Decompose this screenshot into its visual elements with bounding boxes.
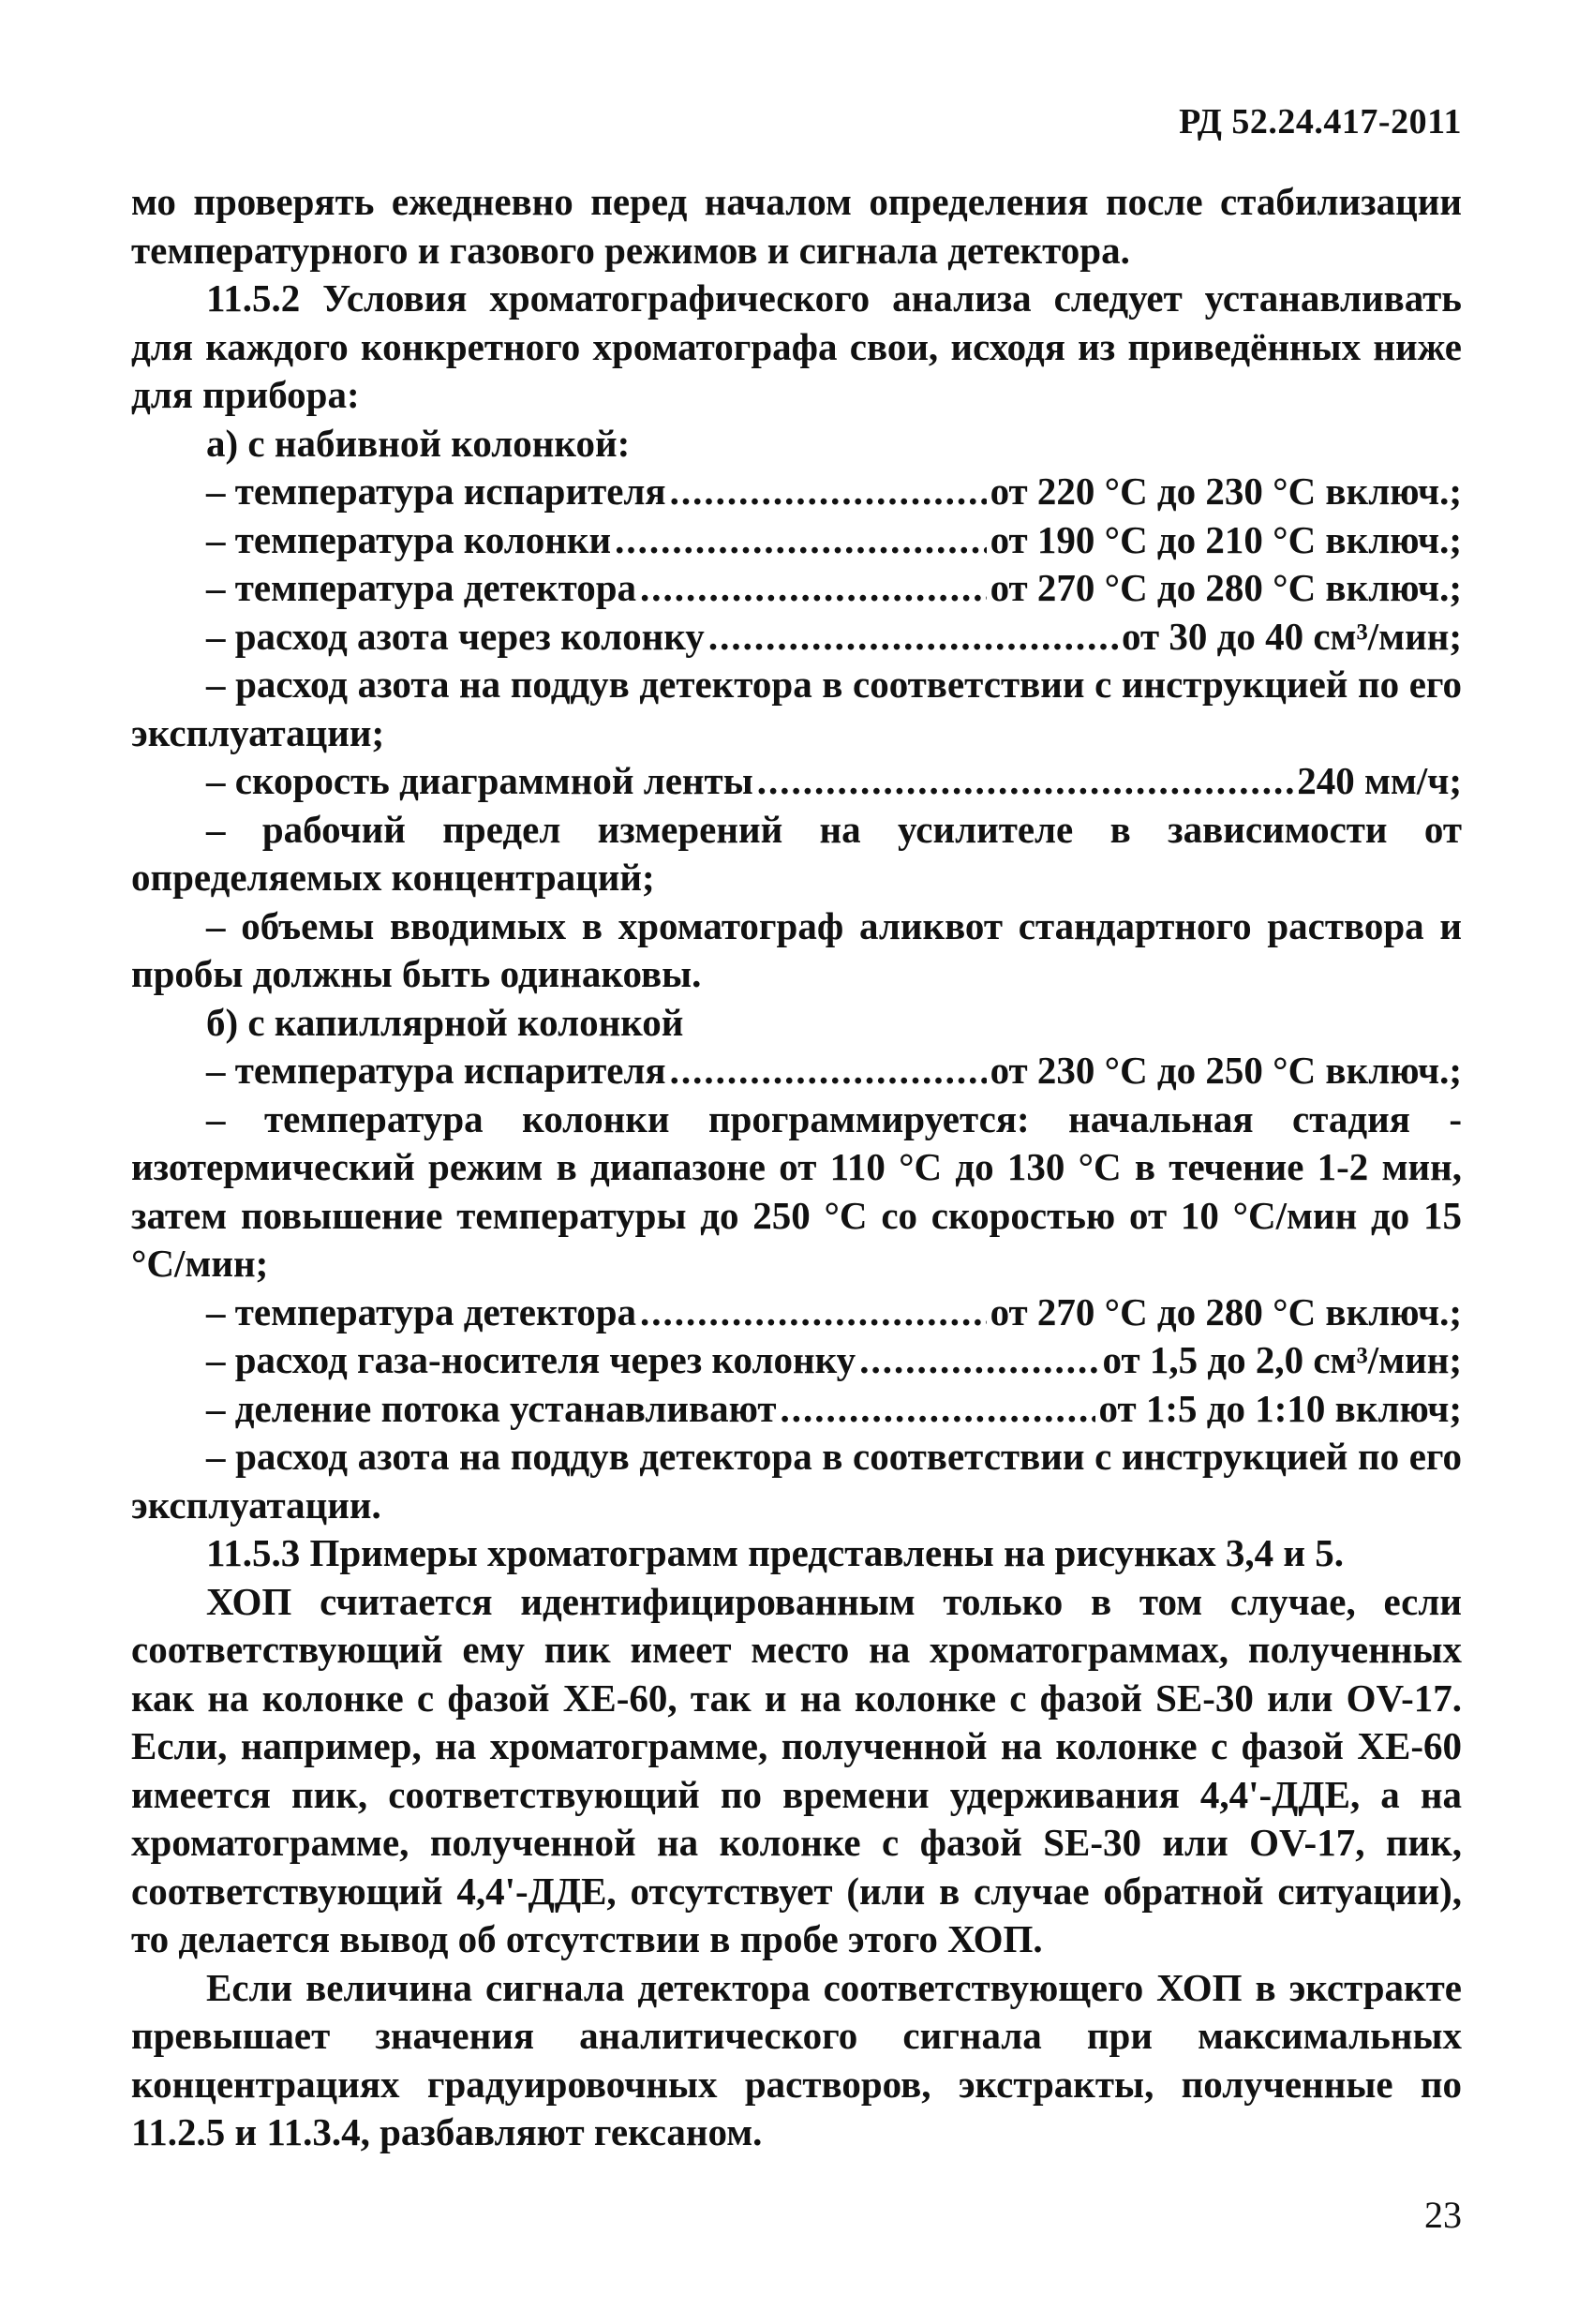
dot-leader: [640, 564, 987, 613]
paragraph-continuation: мо проверять ежедневно перед началом определения после стабилизации температурного и газового режимов и сигнала детектора.: [131, 180, 1462, 272]
dot-leader: [615, 516, 986, 565]
paragraph-11-5-3: 11.5.3 Примеры хроматограмм представлены на рисунках 3,4 и 5.: [206, 1531, 1345, 1574]
dot-leader: [781, 1385, 1095, 1434]
list-item-evaporator-temp-a: [131, 468, 1462, 516]
paragraph-11-5-2: 11.5.2 Условия хроматографического анализа следует устанавливать для каждого конкретного хроматографа свои, исходя из приведённых ниже для прибора:: [131, 276, 1462, 416]
item-label: – скорость диаграммной ленты: [206, 759, 753, 802]
item-label: – деление потока устанавливают: [206, 1386, 777, 1430]
list-item-column-program-b: – температура колонки программируется: начальная стадия - изотермический режим в диапазоне от 110 °С до 130 °С в течение 1-2 мин, затем повышение температуры до 250 °С со скоростью от 10 °С/мин до 15 °С/мин;: [131, 1096, 1462, 1285]
item-value: 240 мм/ч;: [1297, 759, 1462, 802]
item-label: – температура испарителя: [206, 1049, 666, 1092]
page-number: 23: [1424, 2194, 1462, 2236]
item-label: – расход азота через колонку: [206, 614, 705, 658]
item-label: – температура детектора: [206, 566, 637, 609]
item-value: от 190 °С до 210 °С включ.;: [990, 517, 1462, 561]
item-value: от 30 до 40 см³/мин;: [1122, 614, 1462, 658]
dot-leader: [708, 613, 1118, 662]
item-value: от 270 °С до 280 °С включ.;: [990, 1289, 1462, 1333]
list-item-nitrogen-flow-a: [131, 613, 1462, 662]
list-item-nitrogen-detector-a: – расход азота на поддув детектора в соответствии с инструкцией по его эксплуатации;: [131, 663, 1462, 754]
paragraph-dilution: Если величина сигнала детектора соответствующего ХОП в экстракте превышает значения аналитического сигнала при максимальных концентрациях градуировочных растворов, экстракты, полученные по 11.2.5 и 11.3.4, разбавляют гексаном.: [131, 1965, 1462, 2153]
item-value: от 1:5 до 1:10 включ;: [1098, 1386, 1462, 1430]
item-value: от 270 °С до 280 °С включ.;: [990, 566, 1462, 609]
item-label: – расход газа-носителя через колонку: [206, 1338, 856, 1381]
item-label: – температура колонки: [206, 517, 612, 561]
list-item-chart-speed-a: [131, 757, 1462, 806]
list-item-column-temp-a: [131, 516, 1462, 565]
document-code: РД 52.24.417-2011: [1179, 102, 1462, 142]
item-value: от 1,5 до 2,0 см³/мин;: [1102, 1338, 1462, 1381]
list-item-nitrogen-detector-b: – расход азота на поддув детектора в соответствии с инструкцией по его эксплуатации.: [131, 1435, 1462, 1527]
dot-leader: [670, 1047, 987, 1095]
list-a-heading: а) с набивной колонкой:: [206, 421, 631, 465]
list-item-split-ratio-b: [131, 1385, 1462, 1434]
list-item-measurement-range-a: – рабочий предел измерений на усилителе в зависимости от определяемых концентраций;: [131, 807, 1462, 899]
list-b-heading: б) с капиллярной колонкой: [206, 1000, 684, 1044]
list-item-carrier-gas-flow-b: [131, 1336, 1462, 1385]
list-item-detector-temp-a: [131, 564, 1462, 613]
item-label: – температура детектора: [206, 1289, 637, 1333]
list-item-detector-temp-b: [131, 1289, 1462, 1337]
list-item-aliquot-volumes-a: – объемы вводимых в хроматограф аликвот стандартного раствора и пробы должны быть одинаковы.: [131, 903, 1462, 995]
paragraph-identification: ХОП считается идентифицированным только в том случае, если соответствующий ему пик имеет место на хроматограммах, полученных как на колонке с фазой ХЕ-60, так и на колонке с фазой SE-30 или OV-17. Если, например, на хроматограмме, полученной на колонке с фазой ХЕ-60 имеется пик, соответствующий по времени удерживания 4,4'-ДДЕ, а на хроматограмме, полученной на колонке с фазой SE-30 или OV-17, пик, соответствующий 4,4'-ДДЕ, отсутствует (или в случае обратной ситуации), то делается вывод об отсутствии в пробе этого ХОП.: [131, 1579, 1462, 1960]
dot-leader: [640, 1289, 987, 1337]
dot-leader: [859, 1336, 1098, 1385]
item-value: от 230 °С до 250 °С включ.;: [990, 1049, 1462, 1092]
dot-leader: [757, 757, 1294, 806]
document-body: [131, 178, 1462, 2157]
dot-leader: [670, 468, 987, 516]
item-value: от 220 °С до 230 °С включ.;: [990, 469, 1462, 513]
list-item-evaporator-temp-b: [131, 1047, 1462, 1095]
item-label: – температура испарителя: [206, 469, 666, 513]
